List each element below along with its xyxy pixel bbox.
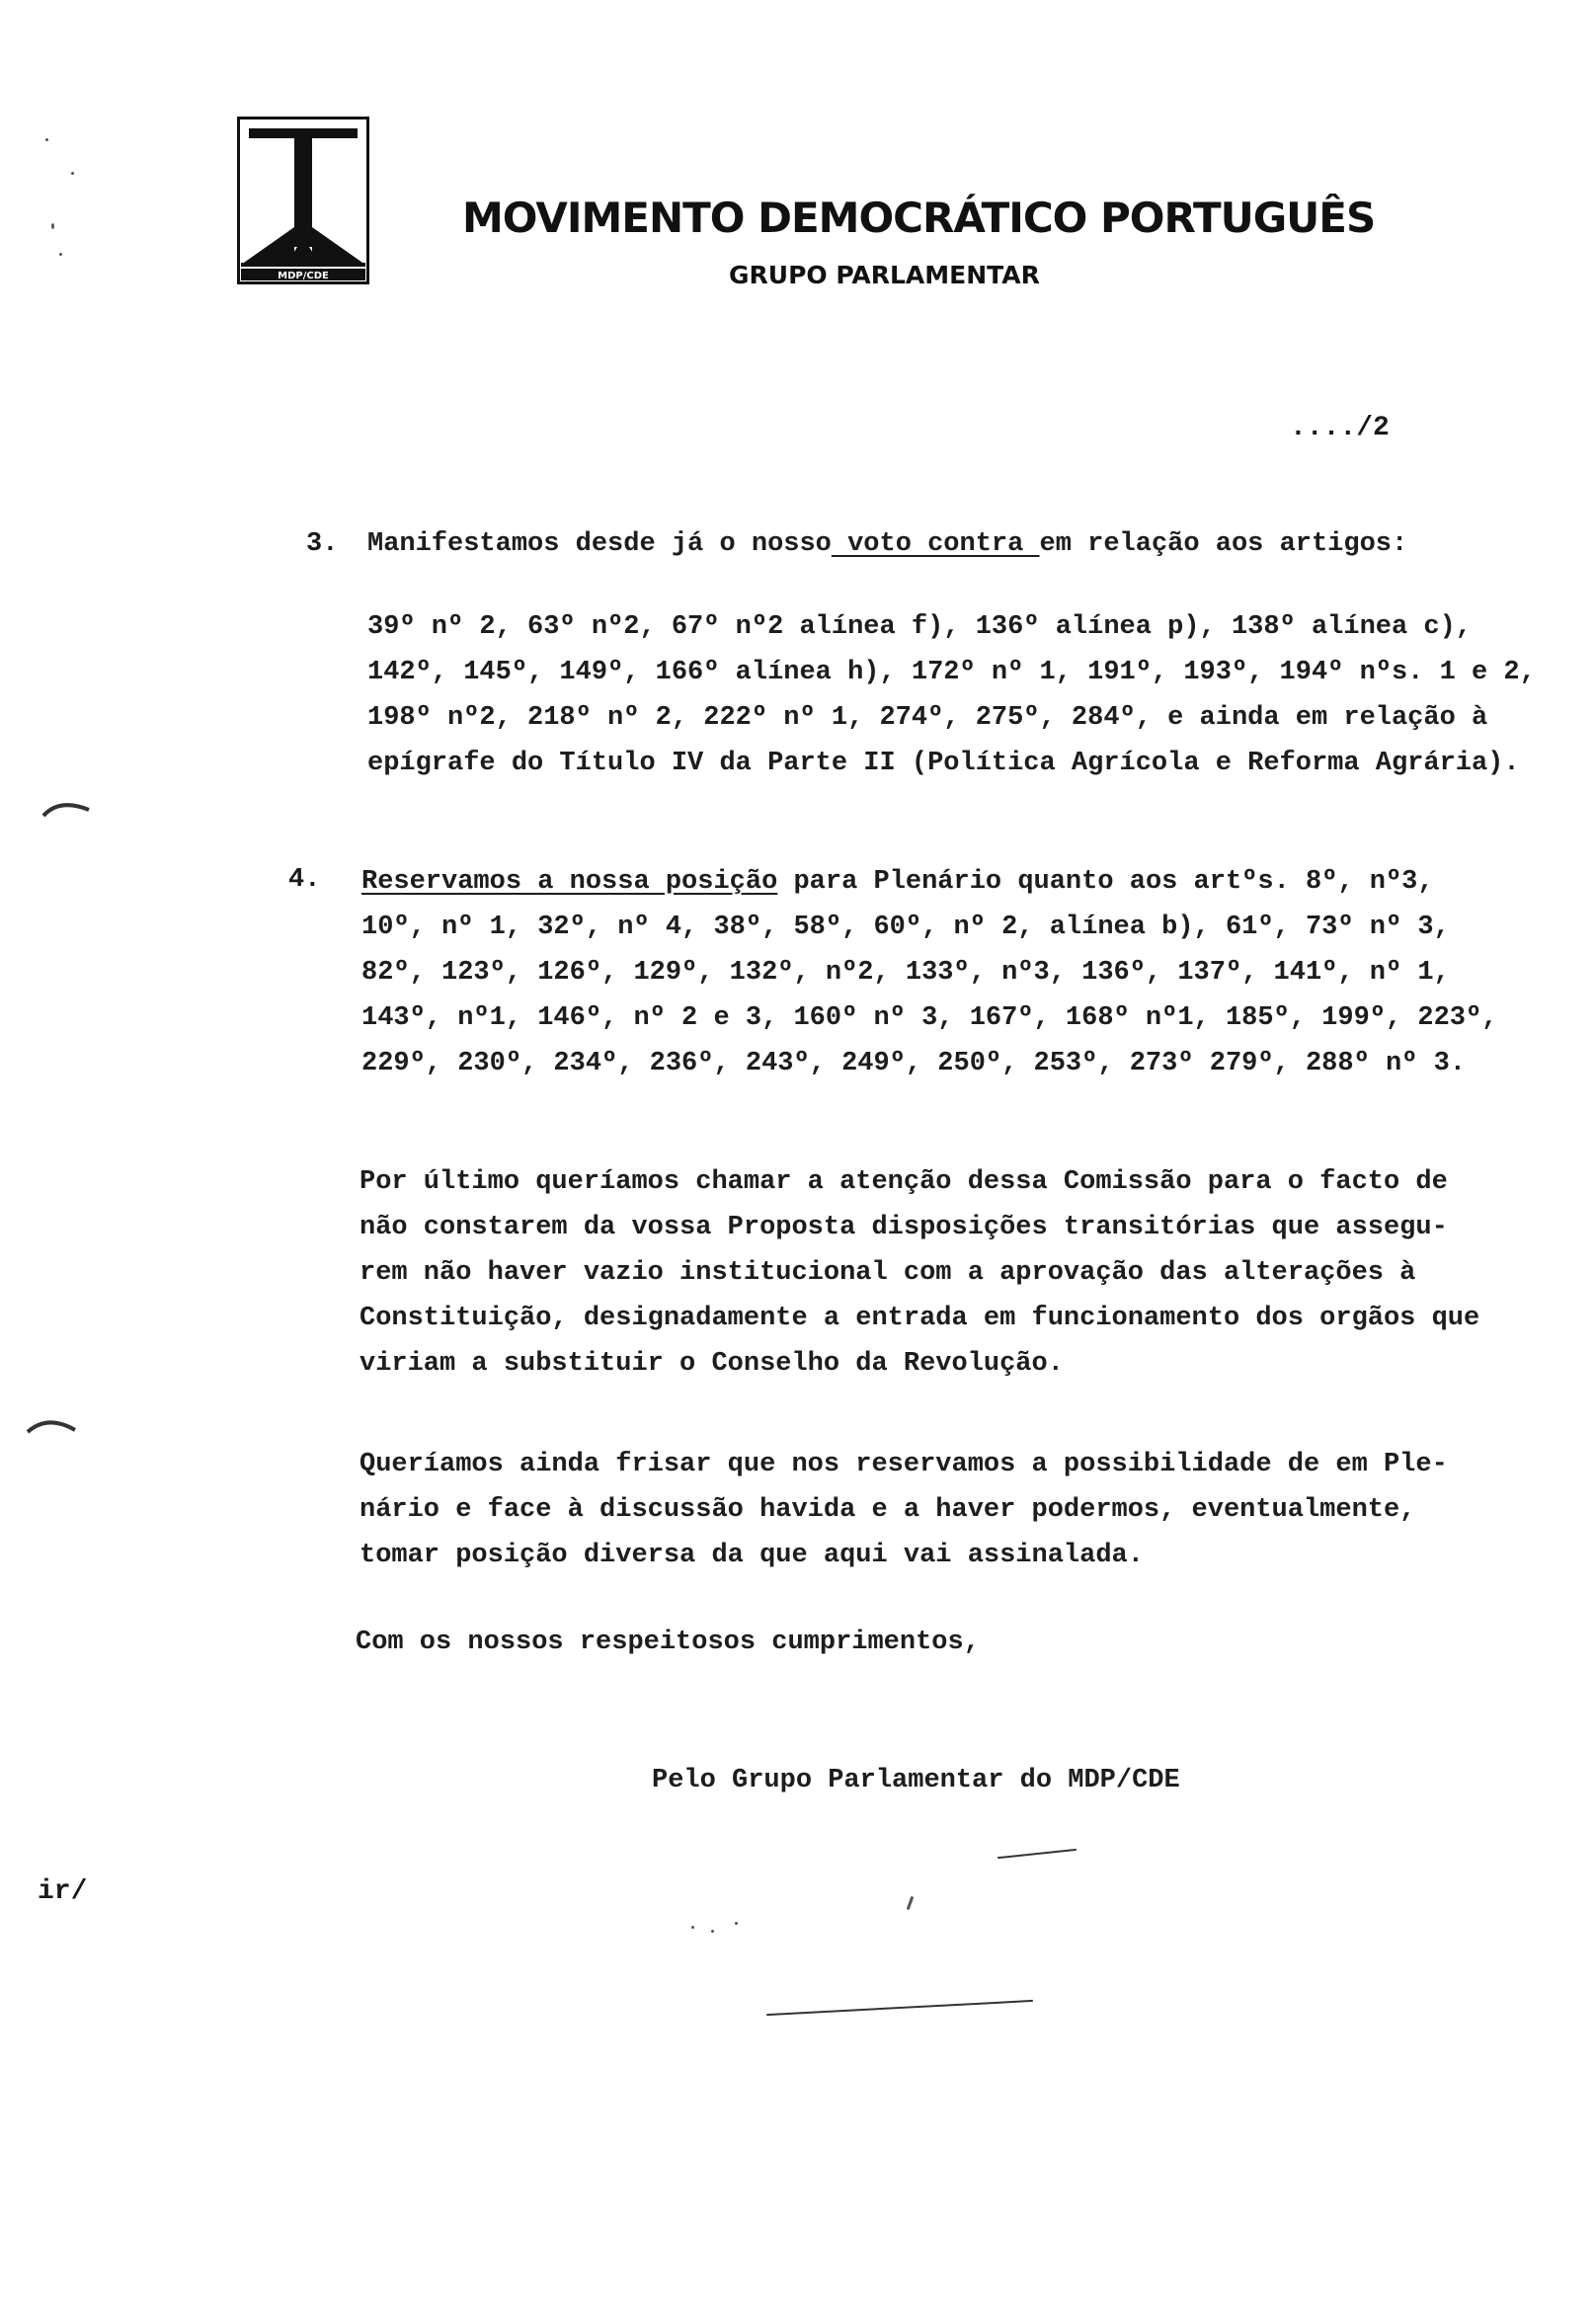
text-line: 142º, 145º, 149º, 166º alínea h), 172º nº 1, 191º, 193º, 194º nºs. 1 e 2, <box>367 658 1536 687</box>
text-line: tomar posição diversa da que aqui vai assinalada. <box>359 1541 1144 1570</box>
item-3-first-line <box>367 521 1407 567</box>
page-reference: ..../2 <box>1290 413 1390 443</box>
text-line: Queríamos ainda frisar que nos reservamos a possibilidade de em Ple- <box>359 1450 1448 1479</box>
mdp-logo <box>237 117 369 284</box>
paragraph-reservation <box>359 1442 1448 1578</box>
text-line: 10º, nº 1, 32º, nº 4, 38º, 58º, 60º, nº 2, alínea b), 61º, 73º nº 3, <box>361 913 1450 942</box>
typist-initials: ir/ <box>38 1876 88 1907</box>
text-line <box>361 859 1497 905</box>
item-3-articles <box>367 604 1536 786</box>
signature-stroke <box>766 2000 1033 2016</box>
signature-mark <box>691 1926 694 1929</box>
text-line: 229º, 230º, 234º, 236º, 243º, 249º, 250º, 253º, 273º 279º, 288º nº 3. <box>361 1049 1466 1078</box>
text-line: não constarem da vossa Proposta disposições transitórias que assegu- <box>359 1213 1448 1242</box>
item-4-number: 4. <box>288 865 321 895</box>
margin-mark <box>24 1408 83 1448</box>
text-line: 82º, 123º, 126º, 129º, 132º, nº2, 133º, nº3, 136º, 137º, 141º, nº 1, <box>361 958 1450 988</box>
logo-text: MDP/CDE <box>278 271 329 281</box>
text-line: 198º nº2, 218º nº 2, 222º nº 1, 274º, 275º, 284º, e ainda em relação à <box>367 703 1488 733</box>
signature-mark <box>711 1930 714 1933</box>
text-line: nário e face à discussão havida e a haver podermos, eventualmente, <box>359 1495 1416 1525</box>
signature-mark <box>907 1896 915 1910</box>
item-4-articles <box>361 859 1497 1086</box>
item-4-text-post: para Plenário quanto aos artºs. 8º, nº3, <box>777 867 1434 897</box>
text-line: epígrafe do Título IV da Parte II (Política Agrícola e Reforma Agrária). <box>367 749 1520 778</box>
text-line: 39º nº 2, 63º nº2, 67º nº2 alínea f), 136º alínea p), 138º alínea c), <box>367 612 1472 642</box>
margin-speck <box>71 172 74 175</box>
margin-speck <box>51 223 54 229</box>
text-line: rem não haver vazio institucional com a aprovação das alterações à <box>359 1258 1416 1288</box>
signature-stroke <box>998 1849 1077 1859</box>
signature-block: Pelo Grupo Parlamentar do MDP/CDE <box>652 1766 1180 1795</box>
vote-against-underlined: voto contra <box>831 529 1040 559</box>
margin-speck <box>59 253 62 256</box>
text-line: 143º, nº1, 146º, nº 2 e 3, 160º nº 3, 167º, 168º nº1, 185º, 199º, 223º, <box>361 1003 1498 1033</box>
margin-speck <box>45 138 48 141</box>
text-line: Constituição, designadamente a entrada em funcionamento dos orgãos que <box>359 1304 1480 1333</box>
reserve-position-underlined: Reservamos a nossa posição <box>361 867 778 897</box>
signature-mark <box>735 1922 738 1925</box>
text-line: viriam a substituir o Conselho da Revolução. <box>359 1349 1064 1379</box>
text-line: Por último queríamos chamar a atenção dessa Comissão para o facto de <box>359 1167 1448 1197</box>
closing-salutation: Com os nossos respeitosos cumprimentos, <box>356 1628 980 1657</box>
organization-subtitle: GRUPO PARLAMENTAR <box>729 261 1040 289</box>
organization-name: MOVIMENTO DEMOCRÁTICO PORTUGUÊS <box>462 194 1376 242</box>
item-3-number: 3. <box>306 529 339 559</box>
paragraph-transitional-provisions <box>359 1159 1479 1387</box>
item-3-text-post: em relação aos artigos: <box>1039 529 1408 559</box>
item-3-text-pre: Manifestamos desde já o nosso <box>367 529 832 559</box>
margin-mark <box>40 790 99 830</box>
